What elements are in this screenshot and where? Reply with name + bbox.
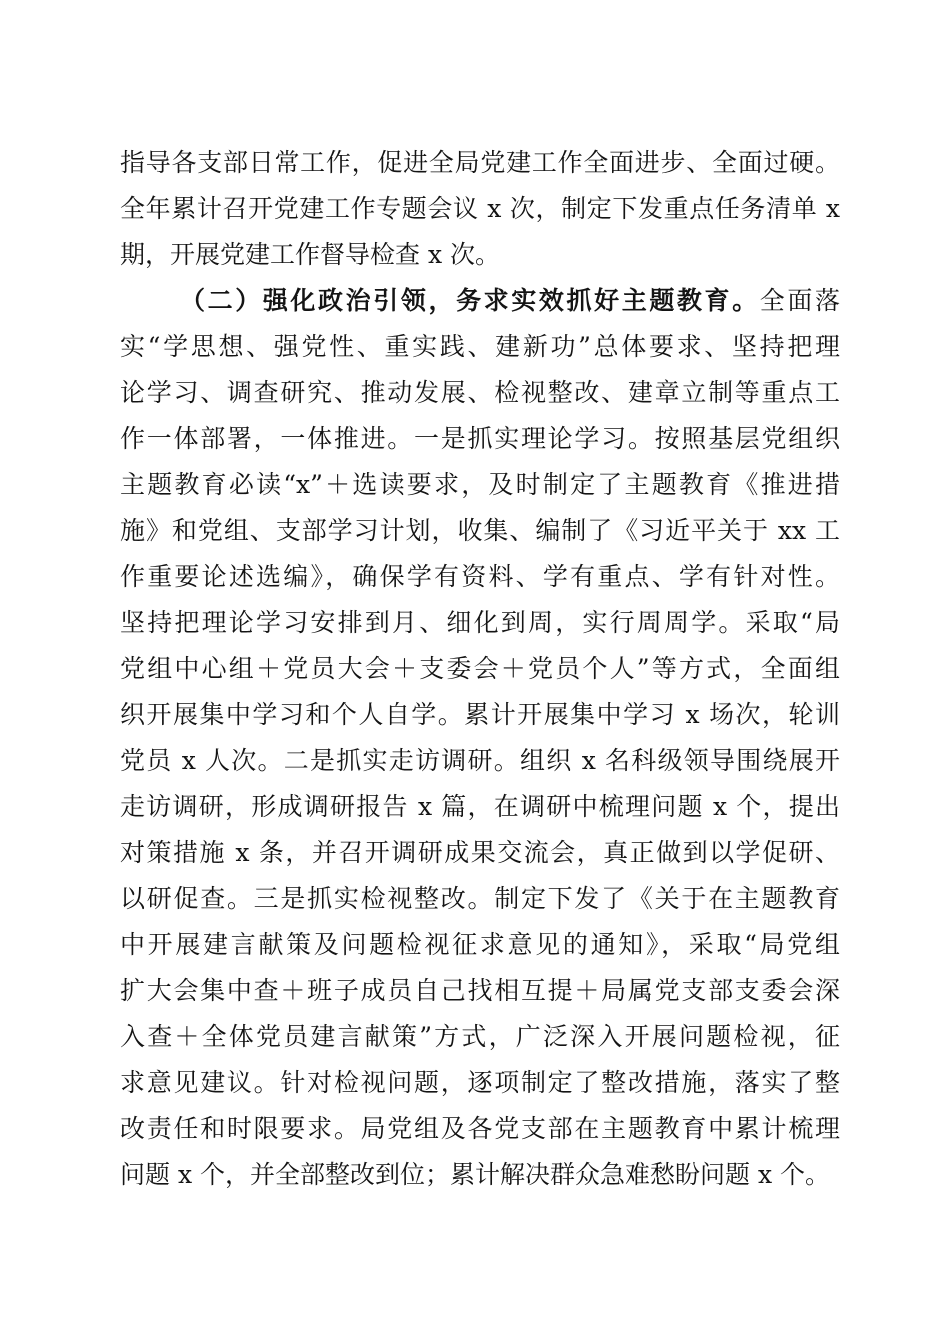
text-line: 问题 x 个，并全部整改到位；累计解决群众急难愁盼问题 x 个。 xyxy=(120,1160,830,1189)
text-line: 期，开展党建工作督导检查 x 次。 xyxy=(120,240,500,269)
text-line: 党员 x 人次。二是抓实走访调研。组织 x 名科级领导围绕展开 xyxy=(120,746,840,775)
section-heading-continuation: 全面落 xyxy=(759,286,840,315)
text-line: 以研促查。三是抓实检视整改。制定下发了《关于在主题教育 xyxy=(120,884,840,913)
text-line: 作一体部署，一体推进。一是抓实理论学习。按照基层党组织 xyxy=(120,424,840,453)
text-line: 织开展集中学习和个人自学。累计开展集中学习 x 场次，轮训 xyxy=(120,700,840,729)
section-heading-line xyxy=(180,281,840,321)
text-line: 指导各支部日常工作，促进全局党建工作全面进步、全面过硬。 xyxy=(120,148,840,177)
text-line: 施》和党组、支部学习计划，收集、编制了《习近平关于 xx 工 xyxy=(120,516,840,545)
text-line: 全年累计召开党建工作专题会议 x 次，制定下发重点任务清单 x xyxy=(120,194,840,223)
text-line: 作重要论述选编》，确保学有资料、学有重点、学有针对性。 xyxy=(120,562,840,591)
text-line: 党组中心组＋党员大会＋支委会＋党员个人”等方式，全面组 xyxy=(120,654,840,683)
section-heading: （二）强化政治引领，务求实效抓好主题教育。 xyxy=(180,286,760,315)
text-line: 入查＋全体党员建言献策”方式，广泛深入开展问题检视，征 xyxy=(120,1022,840,1051)
text-line: 走访调研，形成调研报告 x 篇，在调研中梳理问题 x 个，提出 xyxy=(120,792,840,821)
text-line: 对策措施 x 条，并召开调研成果交流会，真正做到以学促研、 xyxy=(120,838,840,867)
text-line: 改责任和时限要求。局党组及各党支部在主题教育中累计梳理 xyxy=(120,1114,840,1143)
text-line: 坚持把理论学习安排到月、细化到周，实行周周学。采取“局 xyxy=(120,608,840,637)
text-line: 中开展建言献策及问题检视征求意见的通知》，采取“局党组 xyxy=(120,930,840,959)
text-line: 论学习、调查研究、推动发展、检视整改、建章立制等重点工 xyxy=(120,378,840,407)
text-line: 实“学思想、强党性、重实践、建新功”总体要求、坚持把理 xyxy=(120,332,840,361)
text-line: 求意见建议。针对检视问题，逐项制定了整改措施，落实了整 xyxy=(120,1068,840,1097)
text-line: 主题教育必读“x”＋选读要求，及时制定了主题教育《推进措 xyxy=(120,470,840,499)
text-line: 扩大会集中查＋班子成员自己找相互提＋局属党支部支委会深 xyxy=(120,976,840,1005)
